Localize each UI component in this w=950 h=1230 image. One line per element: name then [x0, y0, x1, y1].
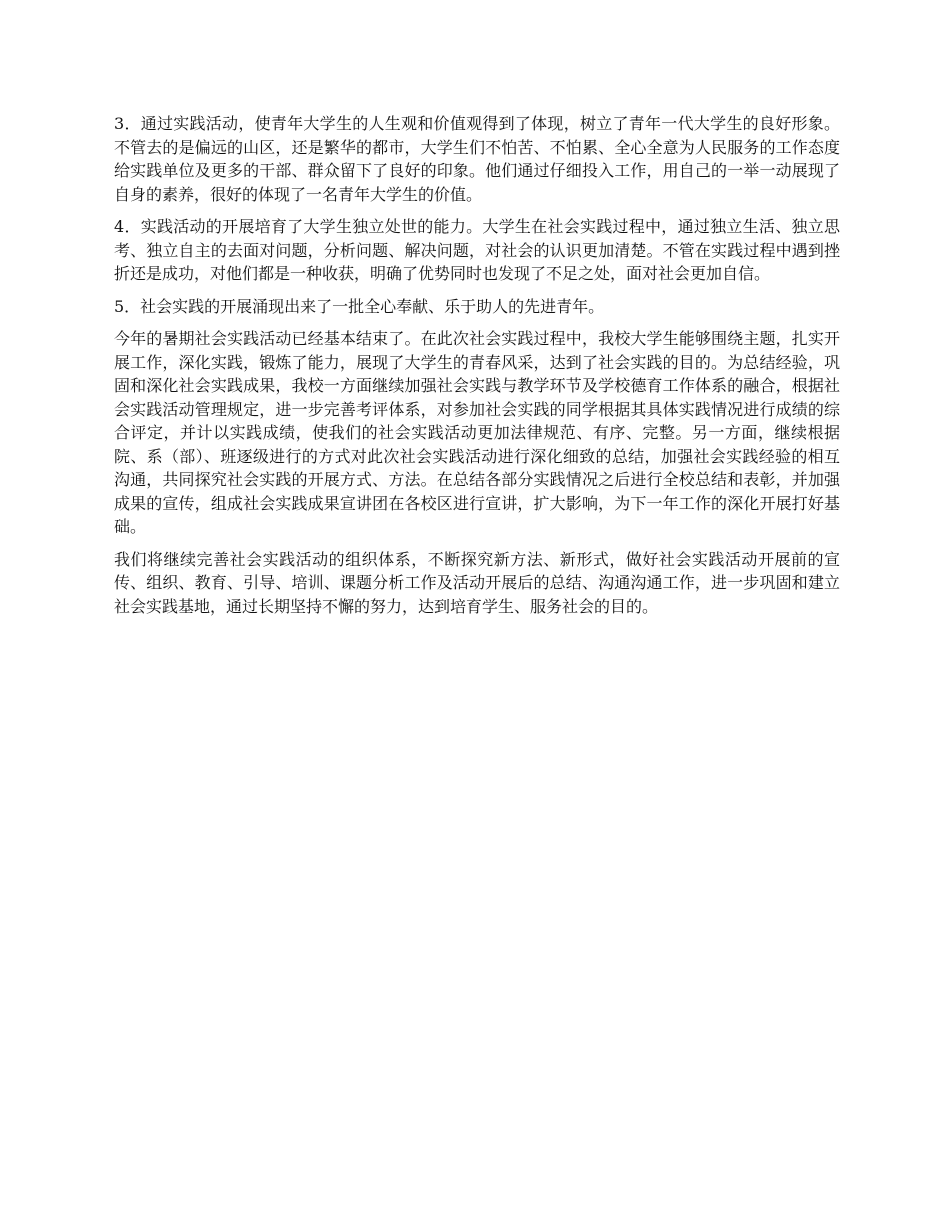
paragraph-point-5: 5．社会实践的开展涌现出来了一批全心奉献、乐于助人的先进青年。	[114, 296, 605, 316]
paragraph-summary: 今年的暑期社会实践活动已经基本结束了。在此次社会实践过程中，我校大学生能够围绕主题，扎实开展工作，深化实践，锻炼了能力，展现了大学生的青春风采，达到了社会实践的目的。为总结经验，巩固和深化社会实践成果，我校一方面继续加强社会实践与教学环节及学校德育工作体系的融合，根据社会实践活动管理规定，进一步完善考评体系，对参加社会实践的同学根据其具体实践情况进行成绩的综合评定，并计以实践成绩，使我们的社会实践活动更加法律规范、有序、完整。另一方面，继续根据院、系（部）、班逐级进行的方式对此次社会实践活动进行深化细致的总结，加强社会实践经验的相互沟通，共同探究社会实践的开展方式、方法。在总结各部分实践情况之后进行全校总结和表彰，并加强成果的宣传，组成社会实践成果宣讲团在各校区进行宣讲，扩大影响，为下一年工作的深化开展打好基础。	[114, 329, 840, 536]
paragraph-conclusion: 我们将继续完善社会实践活动的组织体系，不断探究新方法、新形式，做好社会实践活动开展前的宣传、组织、教育、引导、培训、课题分析工作及活动开展后的总结、沟通沟通工作，进一步巩固和建立社会实践基地，通过长期坚持不懈的努力，达到培育学生、服务社会的目的。	[114, 549, 840, 616]
paragraph-point-3: 3．通过实践活动，使青年大学生的人生观和价值观得到了体现，树立了青年一代大学生的良好形象。不管去的是偏远的山区，还是繁华的都市，大学生们不怕苦、不怕累、全心全意为人民服务的工作态度给实践单位及更多的干部、群众留下了良好的印象。他们通过仔细投入工作，用自己的一举一动展现了自身的素养，很好的体现了一名青年大学生的价值。	[114, 114, 840, 204]
document-body	[114, 112, 840, 627]
paragraph-point-4: 4．实践活动的开展培育了大学生独立处世的能力。大学生在社会实践过程中，通过独立生活、独立思考、独立自主的去面对问题，分析问题、解决问题，对社会的认识更加清楚。不管在实践过程中遇到挫折还是成功，对他们都是一种收获，明确了优势同时也发现了不足之处，面对社会更加自信。	[114, 217, 840, 283]
